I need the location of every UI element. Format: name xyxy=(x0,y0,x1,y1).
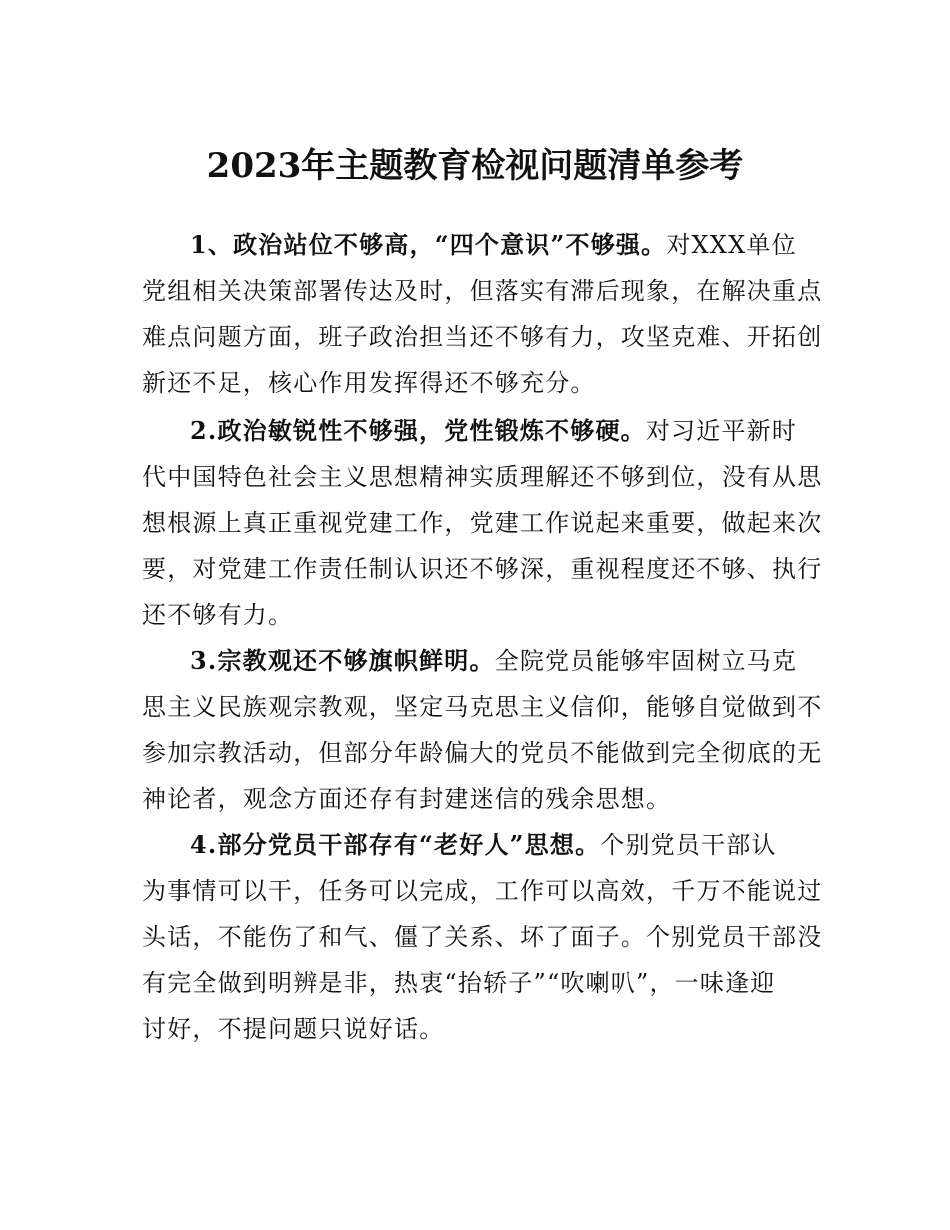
section-line: 要，对党建工作责任制认识还不够深，重视程度还不够、执行 xyxy=(142,555,823,583)
section-text: 对XXX单位 xyxy=(666,231,797,259)
section-line: 难点问题方面，班子政治担当还不够有力，攻坚克难、开拓创 xyxy=(142,323,823,351)
section-heading: 4.部分党员干部存有“老好人”思想。 xyxy=(190,830,601,859)
issue-section-3 xyxy=(142,638,823,822)
section-text: 全院党员能够牢固树立马克 xyxy=(494,647,798,675)
section-text: 对习近平新时 xyxy=(645,417,798,445)
section-line: 讨好，不提问题只说好话。 xyxy=(142,1015,445,1043)
issue-section-1 xyxy=(142,222,823,406)
section-line: 代中国特色社会主义思想精神实质理解还不够到位，没有从思 xyxy=(142,463,823,491)
section-line: 神论者，观念方面还存有封建迷信的残余思想。 xyxy=(142,785,672,813)
section-line: 为事情可以干，任务可以完成，工作可以高效，千万不能说过 xyxy=(142,877,823,905)
section-text: 个别党员干部认 xyxy=(600,831,777,859)
section-line: 还不够有力。 xyxy=(142,601,294,629)
section-first-line xyxy=(142,408,812,454)
section-line: 新还不足，核心作用发挥得还不够充分。 xyxy=(142,369,596,397)
issue-section-4 xyxy=(142,822,823,1052)
section-line: 想根源上真正重视党建工作，党建工作说起来重要，做起来次 xyxy=(142,509,823,537)
section-line: 参加宗教活动，但部分年龄偏大的党员不能做到完全彻底的无 xyxy=(142,739,823,767)
section-first-line xyxy=(142,638,812,684)
section-heading: 3.宗教观还不够旗帜鲜明。 xyxy=(190,646,495,675)
section-line: 思主义民族观宗教观，坚定马克思主义信仰，能够自觉做到不 xyxy=(142,693,823,721)
section-line: 有完全做到明辨是非，热衷“抬轿子”“吹喇叭”，一味逢迎 xyxy=(142,969,776,997)
section-line: 党组相关决策部署传达及时，但落实有滞后现象，在解决重点 xyxy=(142,277,823,305)
section-line: 头话，不能伤了和气、僵了关系、坏了面子。个别党员干部没 xyxy=(142,923,823,951)
section-heading: 2.政治敏锐性不够强，党性锻炼不够硬。 xyxy=(190,416,646,445)
document-title: 2023年主题教育检视问题清单参考 xyxy=(206,146,744,186)
section-first-line xyxy=(142,822,812,868)
section-heading: 1、政治站位不够高，“四个意识”不够强。 xyxy=(190,230,667,259)
section-first-line xyxy=(142,222,812,268)
issue-section-2 xyxy=(142,408,823,638)
